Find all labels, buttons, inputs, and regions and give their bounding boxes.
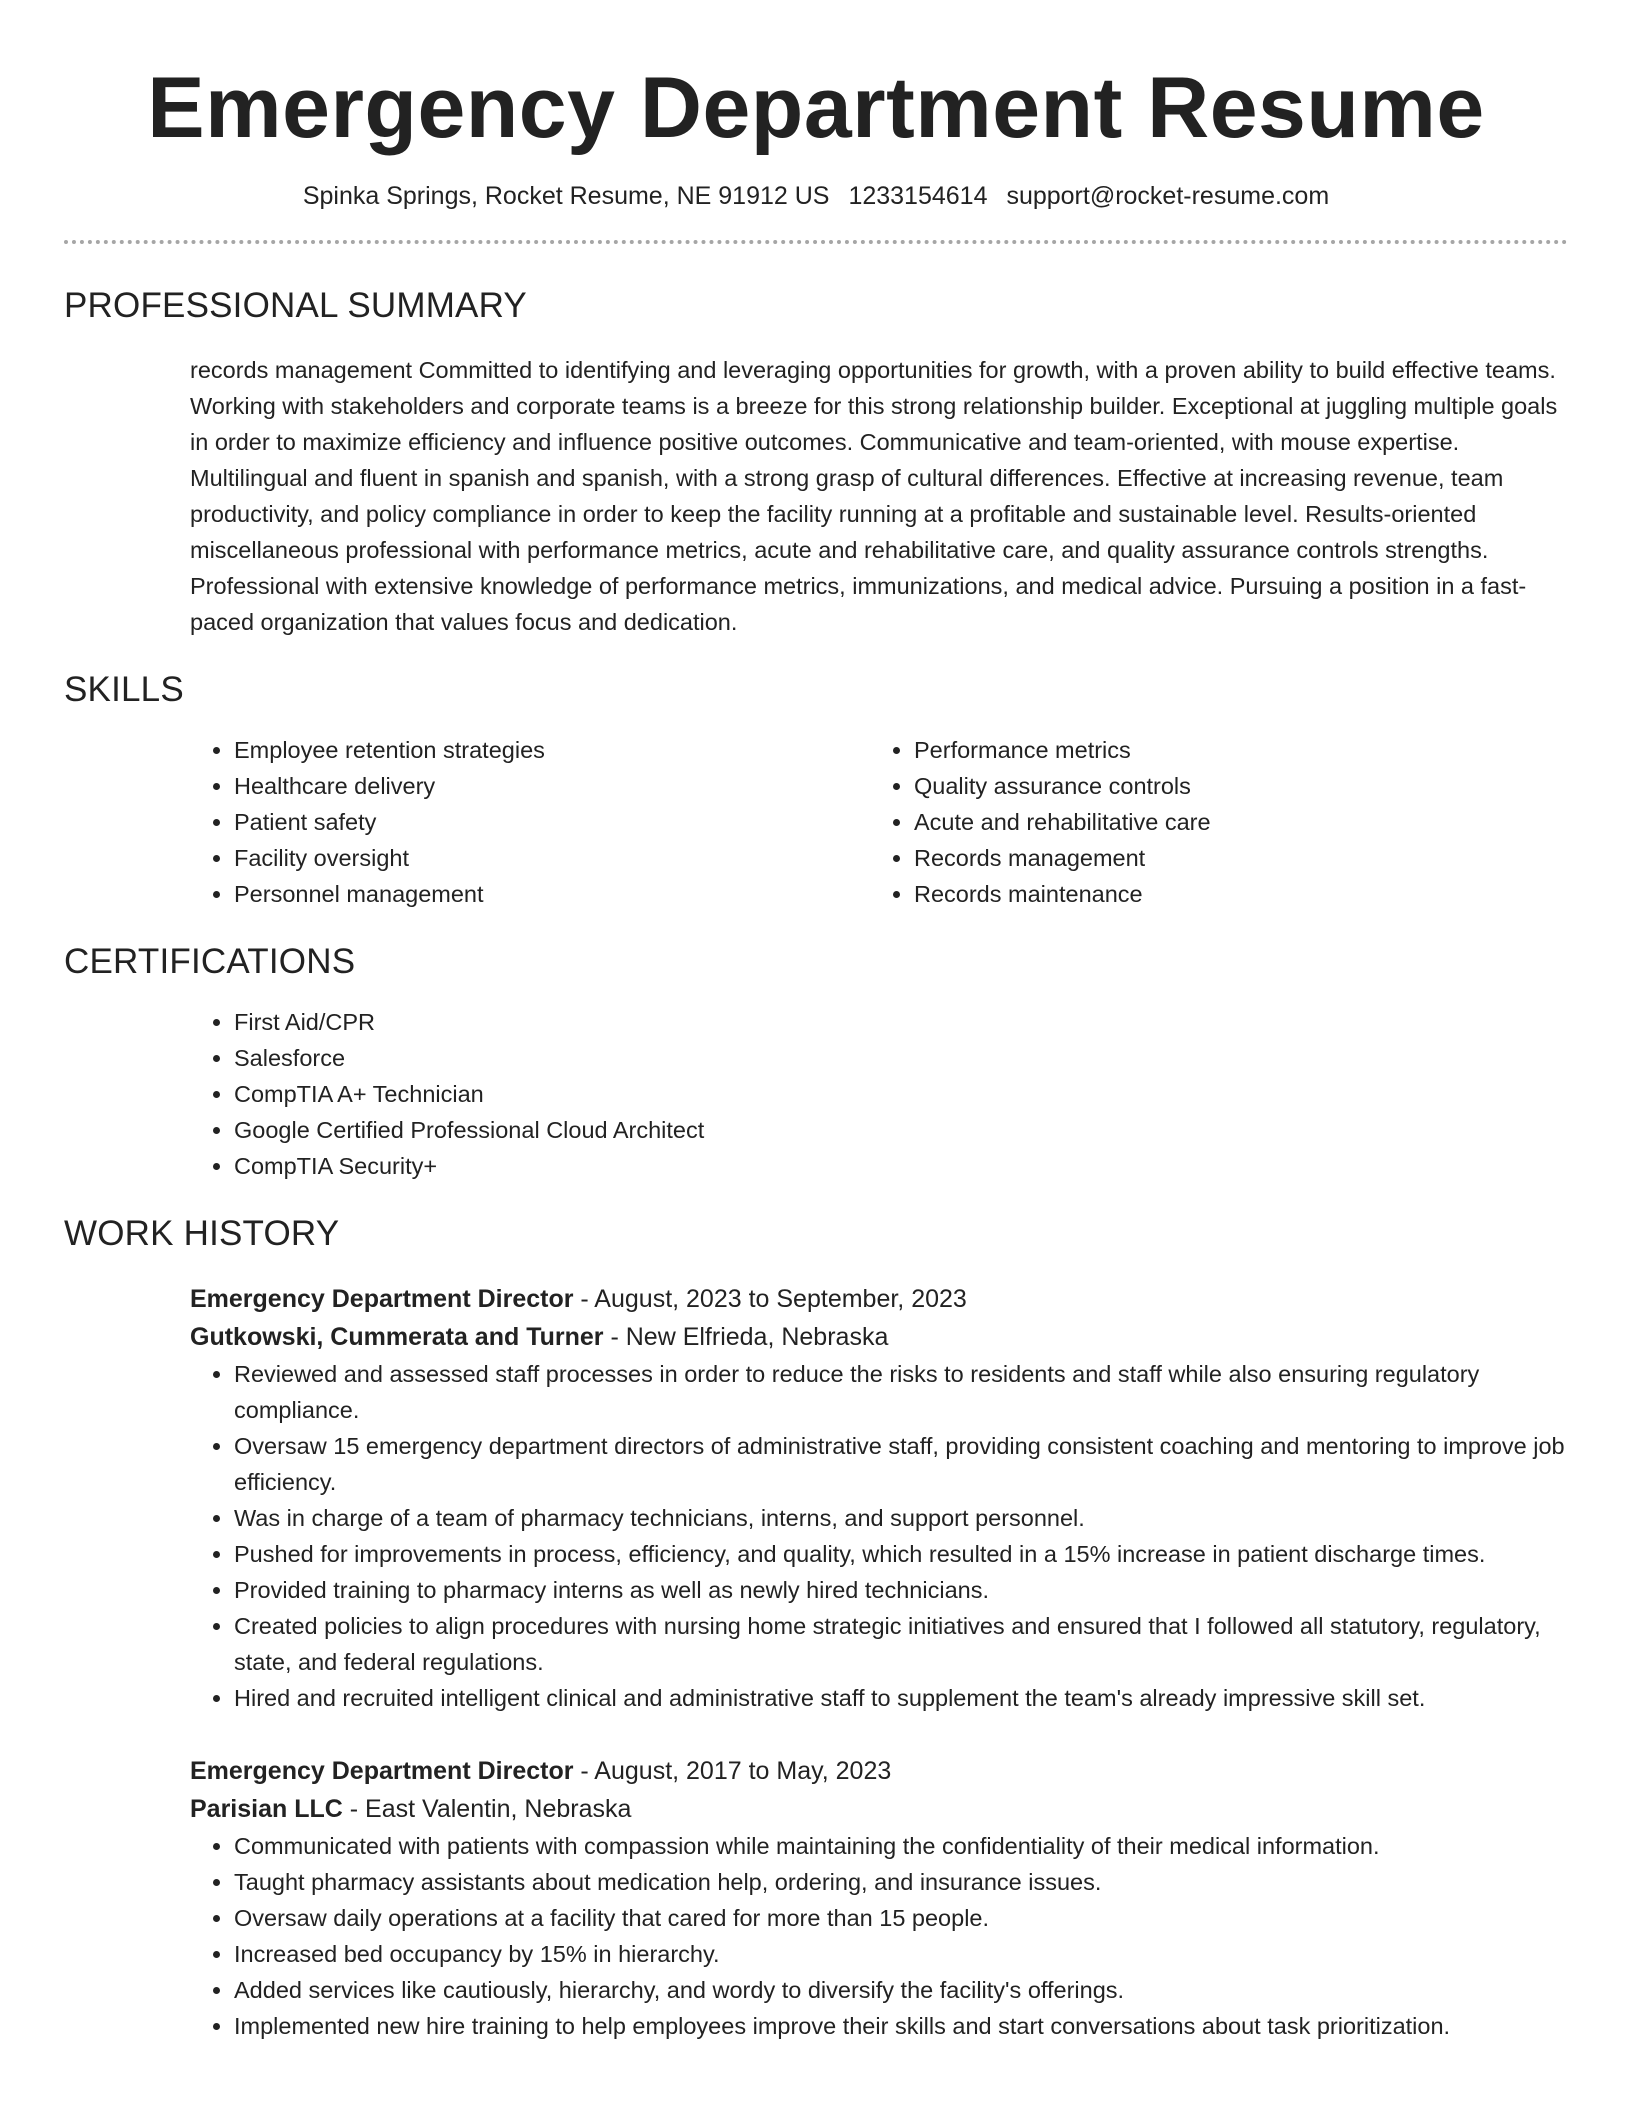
job-title: Emergency Department Director [190,1757,574,1785]
section-heading-summary: PROFESSIONAL SUMMARY [64,286,527,325]
certification-item: • CompTIA Security+ [234,1148,1568,1184]
job-bullet: • Pushed for improvements in process, efficiency, and quality, which resulted in a 15% increase in patient discharge times. [234,1536,1568,1572]
skill-item: • Records management [914,840,1550,876]
summary-text: records management Committed to identifying and leveraging opportunities for growth, with a proven ability to build effective teams. Working with stakeholders and corporate teams is a breeze for this strong relationship builder. Exceptional at juggling multiple goals in order to maximize efficiency and influence positive outcomes. Communicative and team-oriented, with mouse expertise. Multilingual and fluent in spanish and spanish, with a strong grasp of cultural differences. Effective at increasing revenue, team productivity, and policy compliance in order to keep the facility running at a profitable and sustainable level. Results-oriented miscellaneous professional with performance metrics, acute and rehabilitative care, and quality assurance controls strengths. Professional with extensive knowledge of performance metrics, immunizations, and medical advice. Pursuing a position in a fast-paced organization that values focus and dedication. [190,357,1558,635]
skills-column-right [870,732,1550,912]
resume-title: Emergency Department Resume [147,60,1485,156]
section-work-history [64,1212,1568,2044]
job-bullet: • Taught pharmacy assistants about medication help, ordering, and insurance issues. [234,1864,1568,1900]
job-bullet: • Increased bed occupancy by 15% in hierarchy. [234,1936,1568,1972]
job-title: Emergency Department Director [190,1285,574,1313]
job-entry [190,1752,1568,2044]
skill-item: • Personnel management [234,876,870,912]
section-certifications [64,940,1568,1184]
job-dates: - August, 2023 to September, 2023 [573,1285,967,1313]
certification-item: • CompTIA A+ Technician [234,1076,1568,1112]
job-bullet: • Was in charge of a team of pharmacy technicians, interns, and support personnel. [234,1500,1568,1536]
job-bullet: • Created policies to align procedures with nursing home strategic initiatives and ensured that I followed all statutory, regulatory, state, and federal regulations. [234,1608,1568,1680]
section-skills [64,668,1568,912]
job-company-line [190,1318,1568,1356]
skill-item: • Employee retention strategies [234,732,870,768]
job-bullet: • Implemented new hire training to help employees improve their skills and start conversations about task prioritization. [234,2008,1568,2044]
contact-email: support@rocket-resume.com [1006,182,1330,210]
job-title-line [190,1280,1568,1318]
job-company-line [190,1790,1568,1828]
job-company: Parisian LLC [190,1795,343,1823]
job-bullet: • Oversaw 15 emergency department directors of administrative staff, providing consistent coaching and mentoring to improve job efficiency. [234,1428,1568,1500]
job-title-line [190,1752,1568,1790]
contact-address: Spinka Springs, Rocket Resume, NE 91912 US [302,182,830,210]
contact-line [64,178,1568,214]
job-bullet: • Oversaw daily operations at a facility that cared for more than 15 people. [234,1900,1568,1936]
job-bullet: • Communicated with patients with compassion while maintaining the confidentiality of their medical information. [234,1828,1568,1864]
job-bullets [190,1828,1568,2044]
skill-item: • Healthcare delivery [234,768,870,804]
header-divider [64,240,1568,244]
job-company: Gutkowski, Cummerata and Turner [190,1323,604,1351]
section-heading-work-history: WORK HISTORY [64,1214,340,1253]
skill-item: • Records maintenance [914,876,1550,912]
skills-list-right [870,732,1550,912]
job-bullet: • Reviewed and assessed staff processes in order to reduce the risks to residents and staff while also ensuring regulatory compliance. [234,1356,1568,1428]
section-professional-summary [64,284,1568,640]
skill-item: • Quality assurance controls [914,768,1550,804]
skill-item: • Patient safety [234,804,870,840]
skill-item: • Performance metrics [914,732,1550,768]
job-location: - East Valentin, Nebraska [342,1795,632,1823]
job-entry [190,1280,1568,1716]
section-heading-skills: SKILLS [64,670,184,709]
contact-phone: 1233154614 [848,182,988,210]
job-bullets [190,1356,1568,1716]
job-location: - New Elfrieda, Nebraska [603,1323,889,1351]
skills-list-left [190,732,870,912]
section-heading-certifications: CERTIFICATIONS [64,942,356,981]
certification-item: • Salesforce [234,1040,1568,1076]
job-bullet: • Added services like cautiously, hierarchy, and wordy to diversify the facility's offerings. [234,1972,1568,2008]
job-bullet: • Hired and recruited intelligent clinical and administrative staff to supplement the team's already impressive skill set. [234,1680,1568,1716]
certifications-list [190,1004,1568,1184]
certification-item: • First Aid/CPR [234,1004,1568,1040]
job-dates: - August, 2017 to May, 2023 [573,1757,892,1785]
certifications-list-wrap [190,1004,1568,1184]
skills-grid [190,732,1568,912]
skill-item: • Acute and rehabilitative care [914,804,1550,840]
skills-column-left [190,732,870,912]
certification-item: • Google Certified Professional Cloud Architect [234,1112,1568,1148]
job-bullet: • Provided training to pharmacy interns as well as newly hired technicians. [234,1572,1568,1608]
skill-item: • Facility oversight [234,840,870,876]
